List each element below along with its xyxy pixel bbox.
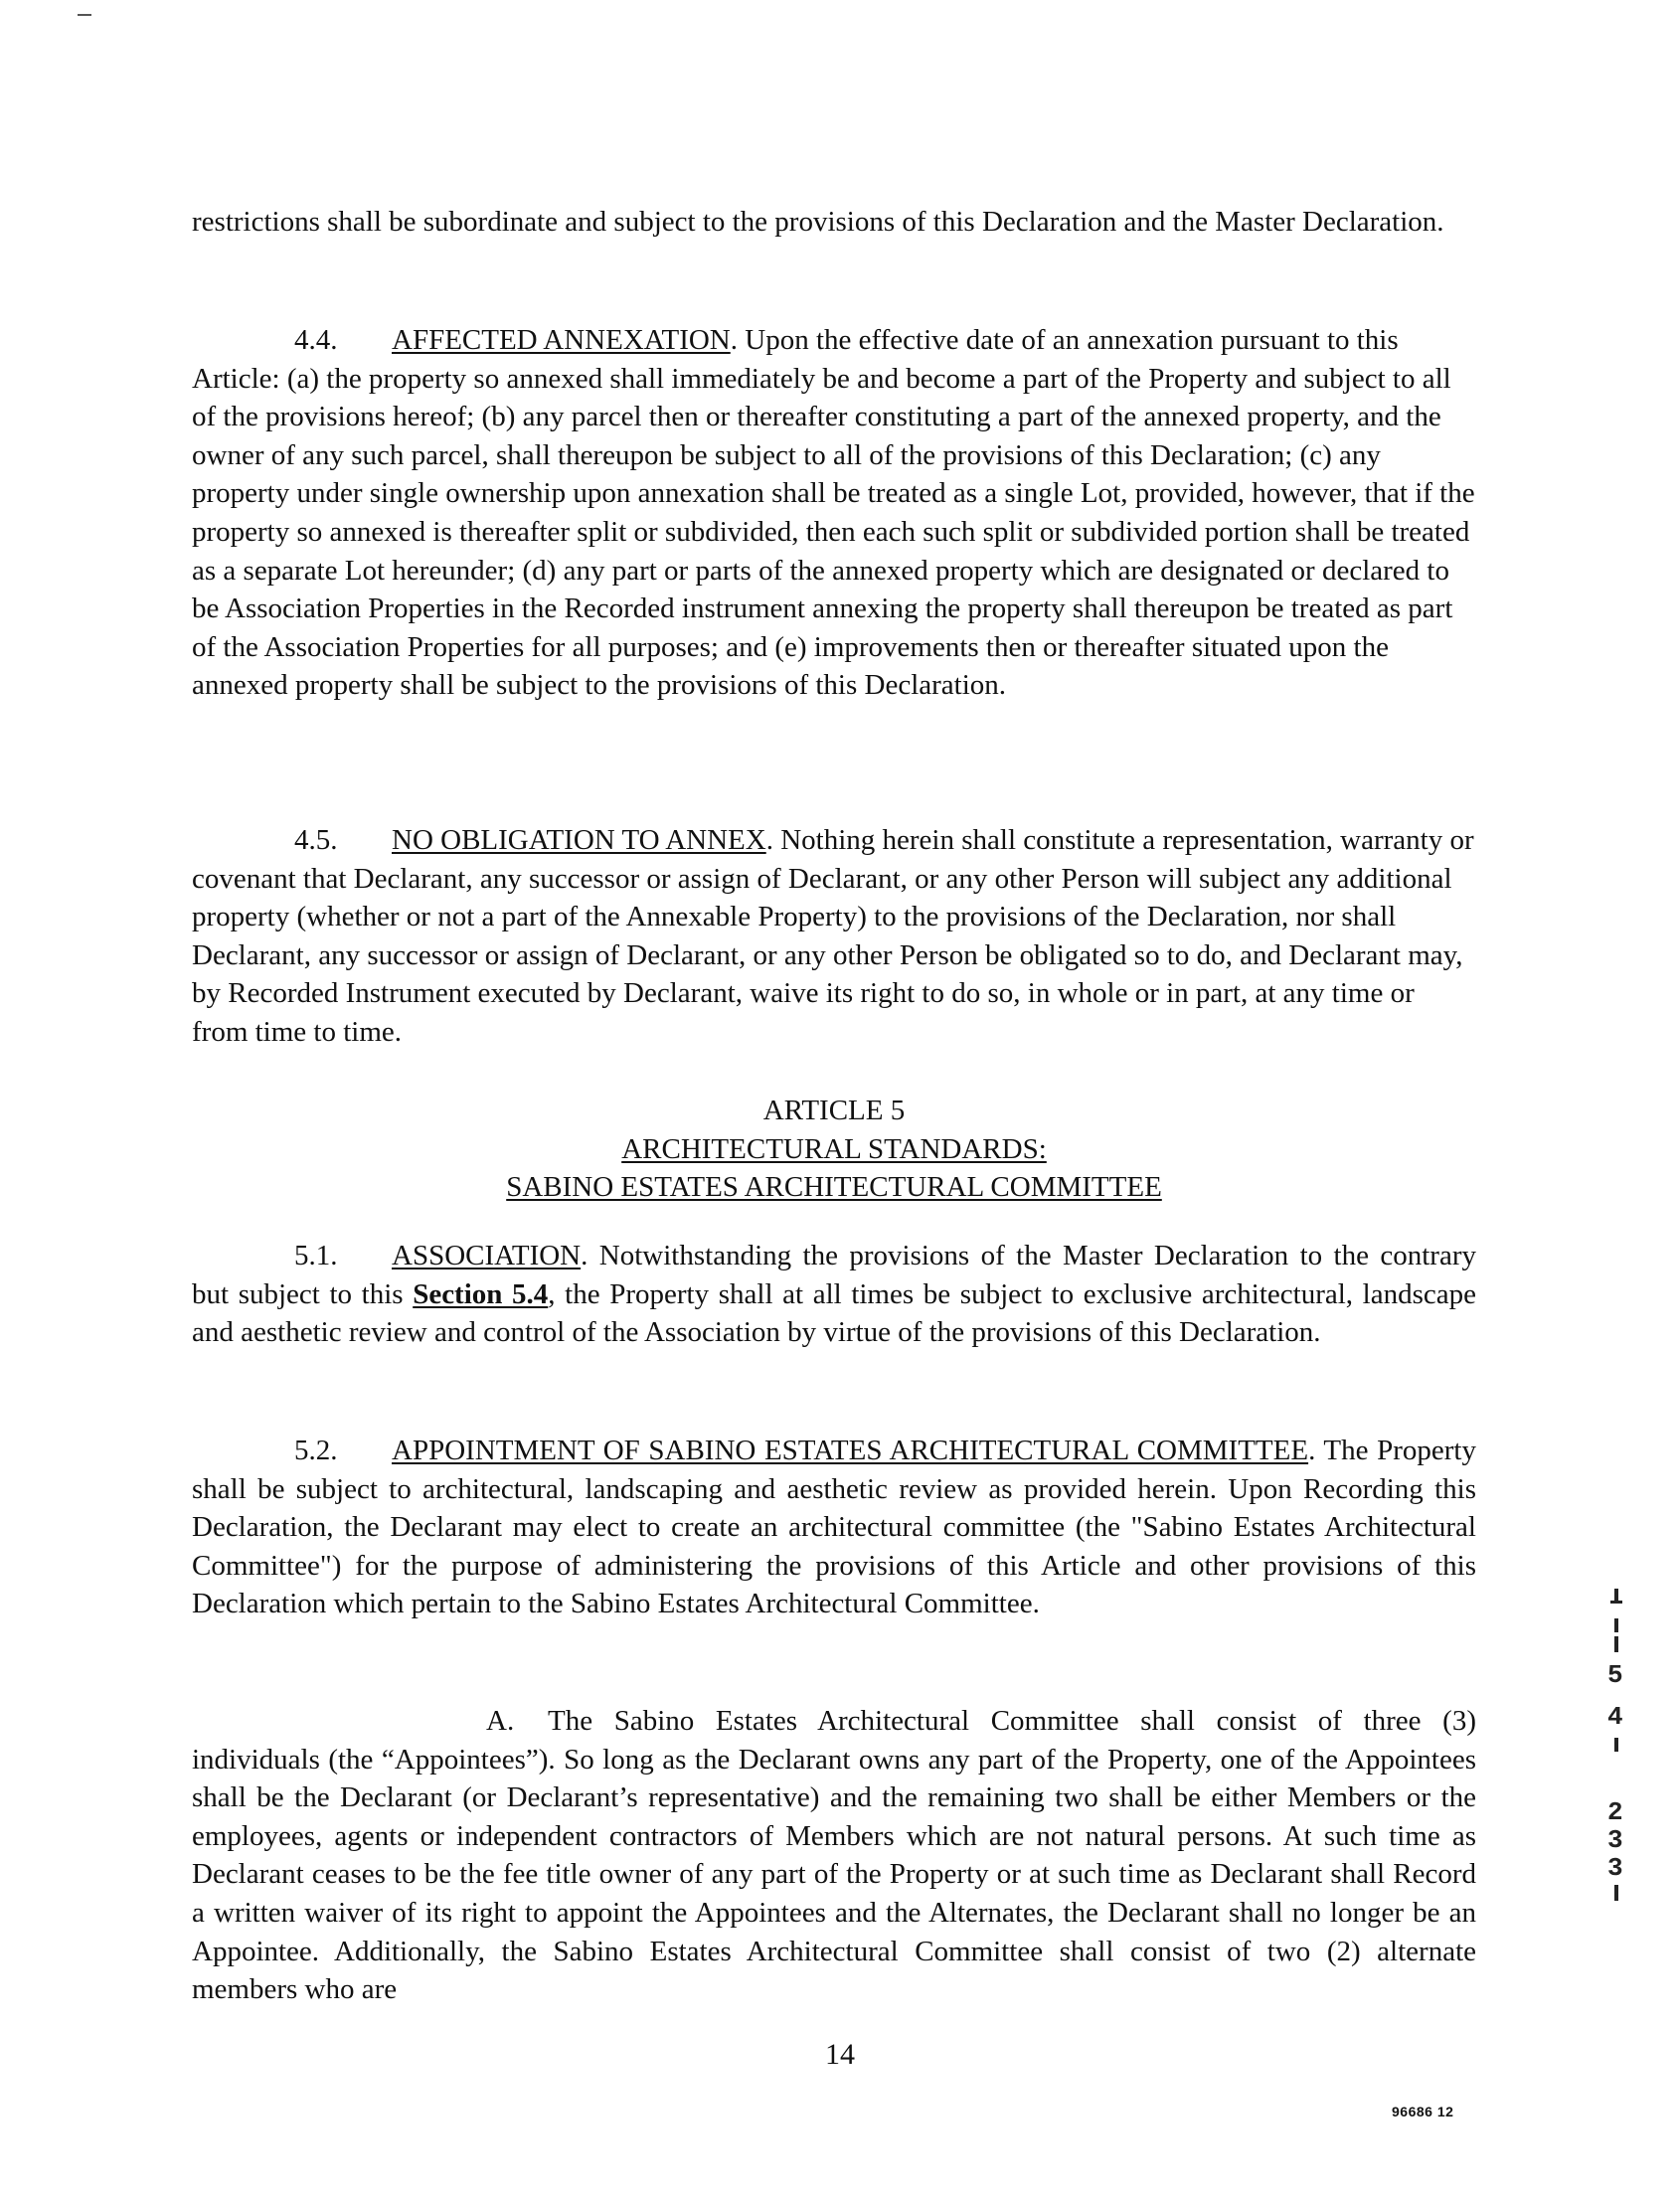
- document-code: 96686 12: [1392, 2104, 1454, 2119]
- section-body: , the Property shall at all times be subject to exclusive architectural, landscape and aesthetic review and control of the Association by virtue of the provisions of this Declaration.: [192, 1277, 1476, 1349]
- section-body: . Upon the effective date of an annexation pursuant to this Article: (a) the property so annexed shall immediately be and become a part of the Property and subject to all of the provisions hereof; (b) any parcel then or thereafter constituting a part of the annexed property, and the owner of any such parcel, shall thereupon be subject to all of the provisions of this Declaration; (c) any property under single ownership upon annexation shall be treated as a single Lot, provided, however, that if the property so annexed is thereafter split or subdivided, then each such split or subdivided portion shall be treated as a separate Lot hereunder; (d) any part or parts of the annexed property which are designated or declared to be Association Properties in the Recorded instrument annexing the property shall thereupon be treated as part of the Association Properties for all purposes; and (e) improvements then or thereafter situated upon the annexed property shall be subject to the provisions of this Declaration.: [192, 324, 1475, 702]
- article-subheading: ARCHITECTURAL STANDARDS:: [621, 1132, 1047, 1165]
- svg-text:4: 4: [1607, 1702, 1623, 1732]
- section-body: . Nothing herein shall constitute a representation, warranty or covenant that Declarant, any successor or assign of Declarant, or any other Person will subject any additional property (whether or not a part of the Annexable Property) to the provisions of the Declaration, nor shall Declarant, any successor or assign of Declarant, or any other Person be obligated so to do, and Declarant may, by Recorded Instrument executed by Declarant, waive its right to do so, in whole or in part, at any time or from time to time.: [192, 824, 1474, 1048]
- section-number: 5.1.: [294, 1240, 338, 1271]
- recording-stamp: [1604, 1589, 1630, 1907]
- continuation-paragraph: restrictions shall be subordinate and subject to the provisions of this Declaration and the Master Declaration.: [192, 206, 1444, 238]
- subsection-letter: A.: [486, 1705, 515, 1737]
- page-number: 14: [825, 2038, 855, 2071]
- section-body: . The Property shall be subject to architectural, landscaping and aesthetic review as provided herein. Upon Recording this Declaration, the Declarant may elect to create an architectural committee (the "Sabino Estates Architectural Committee") for the purpose of administering the provisions of this Article and other provisions of this Declaration which pertain to the Sabino Estates Architectural Committee.: [192, 1435, 1476, 1620]
- article-heading: [192, 1092, 1476, 1207]
- section-number: 4.4.: [294, 324, 338, 356]
- subsection-body: The Sabino Estates Architectural Committee shall consist of three (3) individuals (the “Appointees”). So long as the Declarant owns any part of the Property, one of the Appointees shall be the Declarant (or Declarant’s representative) and the remaining two shall be either Members or the employees, agents or independent contractors of Members which are not natural persons. At such time as Declarant ceases to be the fee title owner of any part of the Property or at such time as Declarant shall Record a written waiver of its right to appoint the Appointees and the Alternates, the Declarant shall no longer be an Appointee. Additionally, the Sabino Estates Architectural Committee shall consist of two (2) alternate members who are: [192, 1705, 1476, 2006]
- subsection-a: [192, 1702, 1476, 2009]
- recording-stamp-graphic: [1604, 1589, 1630, 1907]
- article-number: ARTICLE 5: [762, 1095, 906, 1126]
- section-number: 4.5.: [294, 824, 338, 856]
- section-5-2: [192, 1432, 1476, 1623]
- section-title: NO OBLIGATION TO ANNEX: [392, 824, 766, 856]
- section-title: AFFECTED ANNEXATION: [392, 324, 731, 356]
- scan-mark: [78, 14, 91, 16]
- svg-text:5: 5: [1607, 1660, 1623, 1690]
- section-title: APPOINTMENT OF SABINO ESTATES ARCHITECTURAL COMMITTEE: [392, 1435, 1309, 1466]
- section-5-1: [192, 1237, 1476, 1352]
- section-body: . Notwithstanding the provisions of the Master Declaration to the contrary but subject to this: [192, 1240, 1476, 1310]
- section-4-4: [192, 321, 1476, 705]
- section-title: ASSOCIATION: [392, 1240, 582, 1271]
- svg-text:3: 3: [1607, 1853, 1623, 1883]
- article-subheading: SABINO ESTATES ARCHITECTURAL COMMITTEE: [506, 1171, 1162, 1204]
- svg-text:3: 3: [1607, 1825, 1623, 1855]
- section-4-5: [192, 821, 1476, 1052]
- svg-text:2: 2: [1607, 1797, 1623, 1827]
- section-reference: Section 5.4: [413, 1277, 549, 1310]
- section-number: 5.2.: [294, 1435, 338, 1466]
